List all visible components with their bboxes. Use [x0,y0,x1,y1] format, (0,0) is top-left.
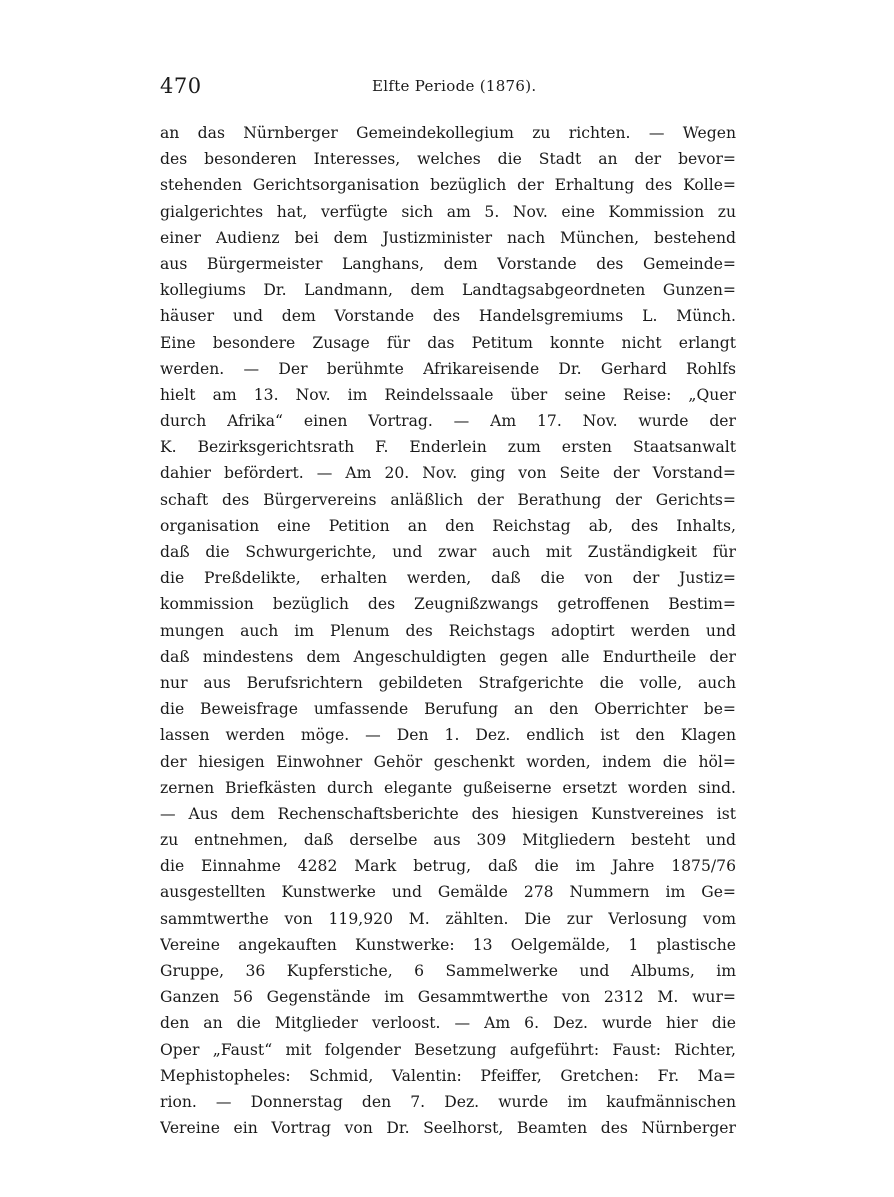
text-line: den an die Mitglieder verloost. — Am 6. Dez. wurde hier die [160,1014,736,1033]
text-line: — Aus dem Rechenschaftsberichte des hiesigen Kunstvereines ist [160,804,736,823]
text-line: werden. — Der berühmte Afrikareisende Dr. Gerhard Rohlfs [160,359,736,378]
text-line: Ganzen 56 Gegenstände im Gesammtwerthe von 2312 M. wur= [160,988,736,1007]
text-line: aus Bürgermeister Langhans, dem Vorstande des Gemeinde= [160,254,736,273]
text-line: durch Afrika“ einen Vortrag. — Am 17. Nov. wurde der [160,412,736,431]
text-line: nur aus Berufsrichtern gebildeten Strafgerichte die volle, auch [160,673,736,692]
text-line: Oper „Faust“ mit folgender Besetzung aufgeführt: Faust: Richter, [160,1040,736,1059]
text-line: Mephistopheles: Schmid, Valentin: Pfeiffer, Gretchen: Fr. Ma= [160,1066,736,1085]
running-head: Elfte Periode (1876). [372,77,537,95]
text-line: hielt am 13. Nov. im Reindelssaale über seine Reise: „Quer [160,385,736,404]
text-line: häuser und dem Vorstande des Handelsgremiums L. Münch. [160,307,736,326]
text-line: Vereine angekauften Kunstwerke: 13 Oelgemälde, 1 plastische [160,935,736,954]
text-line: rion. — Donnerstag den 7. Dez. wurde im kaufmännischen [160,1092,736,1111]
text-line: K. Bezirksgerichtsrath F. Enderlein zum ersten Staatsanwalt [160,438,736,457]
text-line: kommission bezüglich des Zeugnißzwangs getroffenen Bestim= [160,595,736,614]
text-line: zu entnehmen, daß derselbe aus 309 Mitgliedern besteht und [160,831,736,850]
text-line: Vereine ein Vortrag von Dr. Seelhorst, Beamten des Nürnberger [160,1119,736,1138]
text-line: stehenden Gerichtsorganisation bezüglich der Erhaltung des Kolle= [160,176,736,195]
page-number: 470 [160,74,202,98]
text-line: gialgerichtes hat, verfügte sich am 5. Nov. eine Kommission zu [160,202,736,221]
text-line: ausgestellten Kunstwerke und Gemälde 278 Nummern im Ge= [160,883,736,902]
text-line: die Einnahme 4282 Mark betrug, daß die im Jahre 1875/76 [160,857,736,876]
text-line: kollegiums Dr. Landmann, dem Landtagsabgeordneten Gunzen= [160,281,736,300]
text-line: einer Audienz bei dem Justizminister nach München, bestehend [160,228,736,247]
text-line: mungen auch im Plenum des Reichstags adoptirt werden und [160,621,736,640]
text-line: zernen Briefkästen durch elegante gußeiserne ersetzt worden sind. [160,778,736,797]
text-line: schaft des Bürgervereins anläßlich der Berathung der Gerichts= [160,490,736,509]
text-line: des besonderen Interesses, welches die Stadt an der bevor= [160,150,736,169]
text-line: dahier befördert. — Am 20. Nov. ging von Seite der Vorstand= [160,464,736,483]
text-line: daß die Schwurgerichte, und zwar auch mit Zuständigkeit für [160,543,736,561]
text-line: daß mindestens dem Angeschuldigten gegen alle Endurtheile der [160,647,736,666]
text-line: lassen werden möge. — Den 1. Dez. endlich ist den Klagen [160,726,736,745]
text-line: die Beweisfrage umfassende Berufung an den Oberrichter be= [160,700,736,719]
page-header [160,74,736,104]
text-line: der hiesigen Einwohner Gehör geschenkt worden, indem die höl= [160,752,736,771]
text-line: organisation eine Petition an den Reichstag ab, des Inhalts, [160,516,736,535]
text-line: sammtwerthe von 119,920 M. zählten. Die zur Verlosung vom [160,909,736,928]
text-line: Gruppe, 36 Kupferstiche, 6 Sammelwerke und Albums, im [160,962,736,980]
body-text [160,120,736,1141]
text-line: an das Nürnberger Gemeindekollegium zu richten. — Wegen [160,124,736,142]
text-line: die Preßdelikte, erhalten werden, daß die von der Justiz= [160,569,736,588]
text-line: Eine besondere Zusage für das Petitum konnte nicht erlangt [160,333,736,352]
